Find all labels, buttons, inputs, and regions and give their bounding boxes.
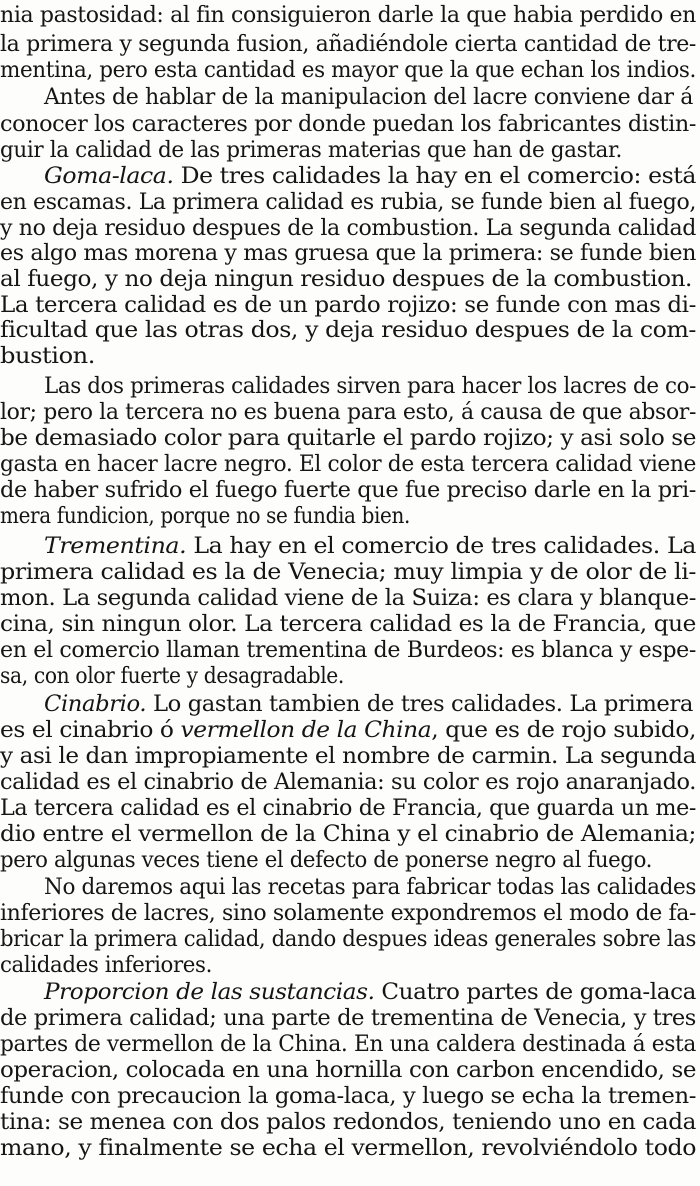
text-line: ficultad que las otras dos, y deja residuo despues de la com- [0, 317, 696, 343]
text-line: Las dos primeras calidades sirven para hacer los lacres de co- [44, 373, 696, 399]
text-line: gasta en hacer lacre negro. El color de esta tercera calidad viene [0, 451, 696, 477]
text-line: bricar la primera calidad, dando despues ideas generales sobre las [0, 926, 696, 952]
text-line: calidad es el cinabrio de Alemania: su color es rojo anaranjado. [0, 769, 696, 795]
section-heading: Trementina. [44, 533, 187, 559]
text-line: La tercera calidad es el cinabrio de Francia, que guarda un me- [0, 795, 696, 821]
text-line: mon. La segunda calidad viene de la Suiza: es clara y blanque- [0, 585, 696, 611]
text-line: lor; pero la tercera no es buena para esto, á causa de que absor- [0, 399, 696, 425]
text-line: calidades inferiores. [0, 952, 212, 978]
text-line: es el cinabrio ó vermellon de la China, que es de rojo subido, [0, 717, 696, 743]
text-line: en el comercio llaman trementina de Burdeos: es blanca y espe- [0, 637, 696, 663]
text-line: Antes de hablar de la manipulacion del lacre conviene dar á [44, 84, 693, 110]
text-line: conocer los caracteres por donde puedan los fabricantes distin- [0, 111, 696, 137]
text-line: Trementina. La hay en el comercio de tres calidades. La [44, 533, 697, 559]
text-line: cina, sin ningun olor. La tercera calidad es la de Francia, que [0, 611, 696, 637]
text-line: La tercera calidad es de un pardo rojizo: se funde con mas di- [0, 292, 696, 318]
text-line: mera fundicion, porque no se fundia bien. [0, 503, 410, 529]
text-line: primera calidad es la de Venecia; muy limpia y de olor de li- [0, 559, 696, 585]
text-line: tina: se menea con dos palos redondos, teniendo uno en cada [0, 1109, 696, 1135]
text-line: nia pastosidad: al fin consiguieron darle la que habia perdido en [0, 2, 696, 28]
text-line: No daremos aqui las recetas para fabricar todas las calidades [44, 874, 696, 900]
text-line: y no deja residuo despues de la combustion. La segunda calidad [0, 215, 696, 241]
text-line: dio entre el vermellon de la China y el cinabrio de Alemania; [0, 821, 696, 847]
text-line: y asi le dan impropiamente el nombre de carmin. La segunda [0, 743, 696, 769]
text-line: es algo mas morena y mas gruesa que la primera: se funde bien [0, 240, 696, 266]
text-line: la primera y segunda fusion, añadiéndole cierta cantidad de tre- [0, 31, 696, 57]
text-line: guir la calidad de las primeras materias que han de gastar. [0, 137, 622, 163]
section-heading: Proporcion de las sustancias. [44, 979, 375, 1005]
text-line: inferiores de lacres, sino solamente expondremos el modo de fa- [0, 900, 696, 926]
text-line: pero algunas veces tiene el defecto de ponerse negro al fuego. [0, 847, 652, 873]
text-line: be demasiado color para quitarle el pardo rojizo; y asi solo se [0, 425, 696, 451]
text-line: de primera calidad; una parte de trementina de Venecia, y tres [0, 1005, 696, 1031]
text-line: en escamas. La primera calidad es rubia, se funde bien al fuego, [0, 189, 696, 215]
text-line: Proporcion de las sustancias. Cuatro partes de goma-laca [44, 979, 696, 1005]
text-line: mano, y finalmente se echa el vermellon, revolviéndolo todo [0, 1135, 696, 1161]
text-line: Goma-laca. De tres calidades la hay en el comercio: está [44, 163, 696, 189]
text-line: de haber sufrido el fuego fuerte que fue preciso darle en la pri- [0, 477, 696, 503]
text-line: sa, con olor fuerte y desagradable. [0, 663, 344, 689]
text-line: Cinabrio. Lo gastan tambien de tres calidades. La primera [44, 691, 693, 717]
section-heading: Goma-laca. [44, 163, 174, 189]
text-line: operacion, colocada en una hornilla con carbon encendido, se [0, 1057, 696, 1083]
text-line: partes de vermellon de la China. En una caldera destinada á esta [0, 1031, 696, 1057]
text-line: bustion. [0, 343, 96, 369]
text-line: mentina, pero esta cantidad es mayor que la que echan los indios. [0, 57, 696, 83]
text-line: al fuego, y no deja ningun residuo despues de la combustion. [0, 266, 692, 292]
section-heading: Cinabrio. [44, 691, 147, 717]
text-line: funde con precaucion la goma-laca, y luego se echa la tremen- [0, 1083, 696, 1109]
